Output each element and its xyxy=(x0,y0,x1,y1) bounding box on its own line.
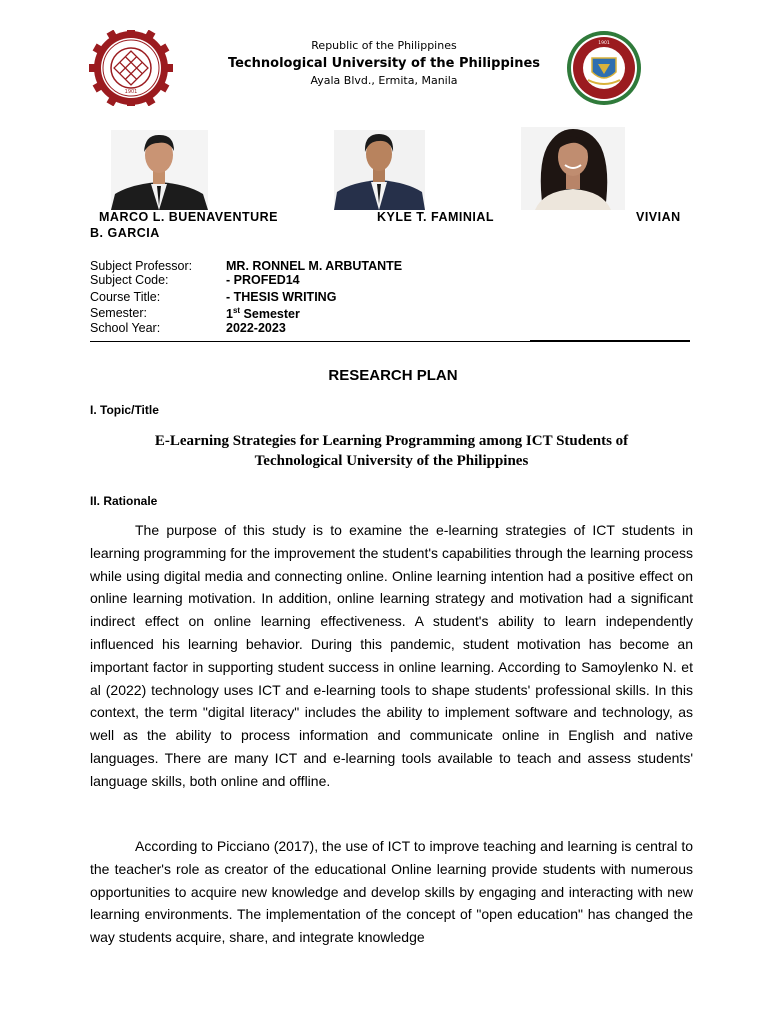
university-address: Ayala Blvd., Ermita, Manila xyxy=(310,74,458,87)
course-title-value: - THESIS WRITING xyxy=(226,290,337,304)
author-name-kyle: KYLE T. FAMINIAL xyxy=(377,210,495,224)
author-name-vivian-first: VIVIAN xyxy=(636,210,681,224)
subject-code-value: - PROFED14 xyxy=(226,273,300,287)
author-photo-kyle xyxy=(334,130,425,210)
author-photo-vivian xyxy=(521,127,625,210)
school-year-value: 2022-2023 xyxy=(226,321,286,335)
professor-label: Subject Professor: xyxy=(90,259,193,273)
republic-line: Republic of the Philippines xyxy=(311,39,457,52)
subject-code-label: Subject Code: xyxy=(90,273,169,287)
author-name-vivian-rest: B. GARCIA xyxy=(90,226,160,240)
document-title: RESEARCH PLAN xyxy=(328,367,458,384)
semester-label: Semester: xyxy=(90,306,147,320)
divider-line xyxy=(90,341,530,342)
section-heading-topic: I. Topic/Title xyxy=(90,403,159,417)
rationale-paragraph-2: According to Picciano (2017), the use of ICT to improve teaching and learning is central to the teacher's role as creator of the educational Online learning provide students with numerous opportunities to acquire new knowledge and develop skills by engaging and interacting with new learning environments. The implementation of the concept of "open education" has changed the way students acquire, share, and integrate knowledge xyxy=(90,838,693,946)
svg-text:1901: 1901 xyxy=(124,89,138,95)
author-photo-marco xyxy=(111,130,208,210)
divider-line-thick xyxy=(530,340,690,342)
topic-line-1: E-Learning Strategies for Learning Programming among ICT Students of xyxy=(154,433,629,449)
section-heading-rationale: II. Rationale xyxy=(90,494,158,508)
semester-value: 1st Semester xyxy=(226,306,300,322)
course-title-label: Course Title: xyxy=(90,290,161,304)
professor-value: MR. RONNEL M. ARBUTANTE xyxy=(226,259,403,273)
author-name-marco: MARCO L. BUENAVENTURE xyxy=(99,210,279,224)
research-topic-title xyxy=(90,431,693,471)
university-name: Technological University of the Philippines xyxy=(227,56,541,71)
school-year-label: School Year: xyxy=(90,321,161,335)
topic-line-2: Technological University of the Philippines xyxy=(254,453,529,469)
rationale-paragraph-1: The purpose of this study is to examine the e-learning strategies of ICT students in learning programming for the improvement the student's capabilities through the learning process while using digital media and connecting online. Online learning intention had a positive effect on online learning motivation. In addition, online learning strategy and motivation had a significant indirect effect on online learning effectiveness. A student's ability to learn independently influenced his learning behavior. During this pandemic, student motivation has become an important factor in supporting student success in online learning. According to Samoylenko N. et al (2022) technology uses ICT and e-learning tools to shape students' professional skills. In this context, the term "digital literacy" includes the ability to implement software and technology, as well as the ability to process information and communicate online in English and native languages. There are many ICT and e-learning tools available to teach and assess students' language skills, both online and offline. xyxy=(90,522,693,789)
svg-text:1901: 1901 xyxy=(598,41,610,46)
